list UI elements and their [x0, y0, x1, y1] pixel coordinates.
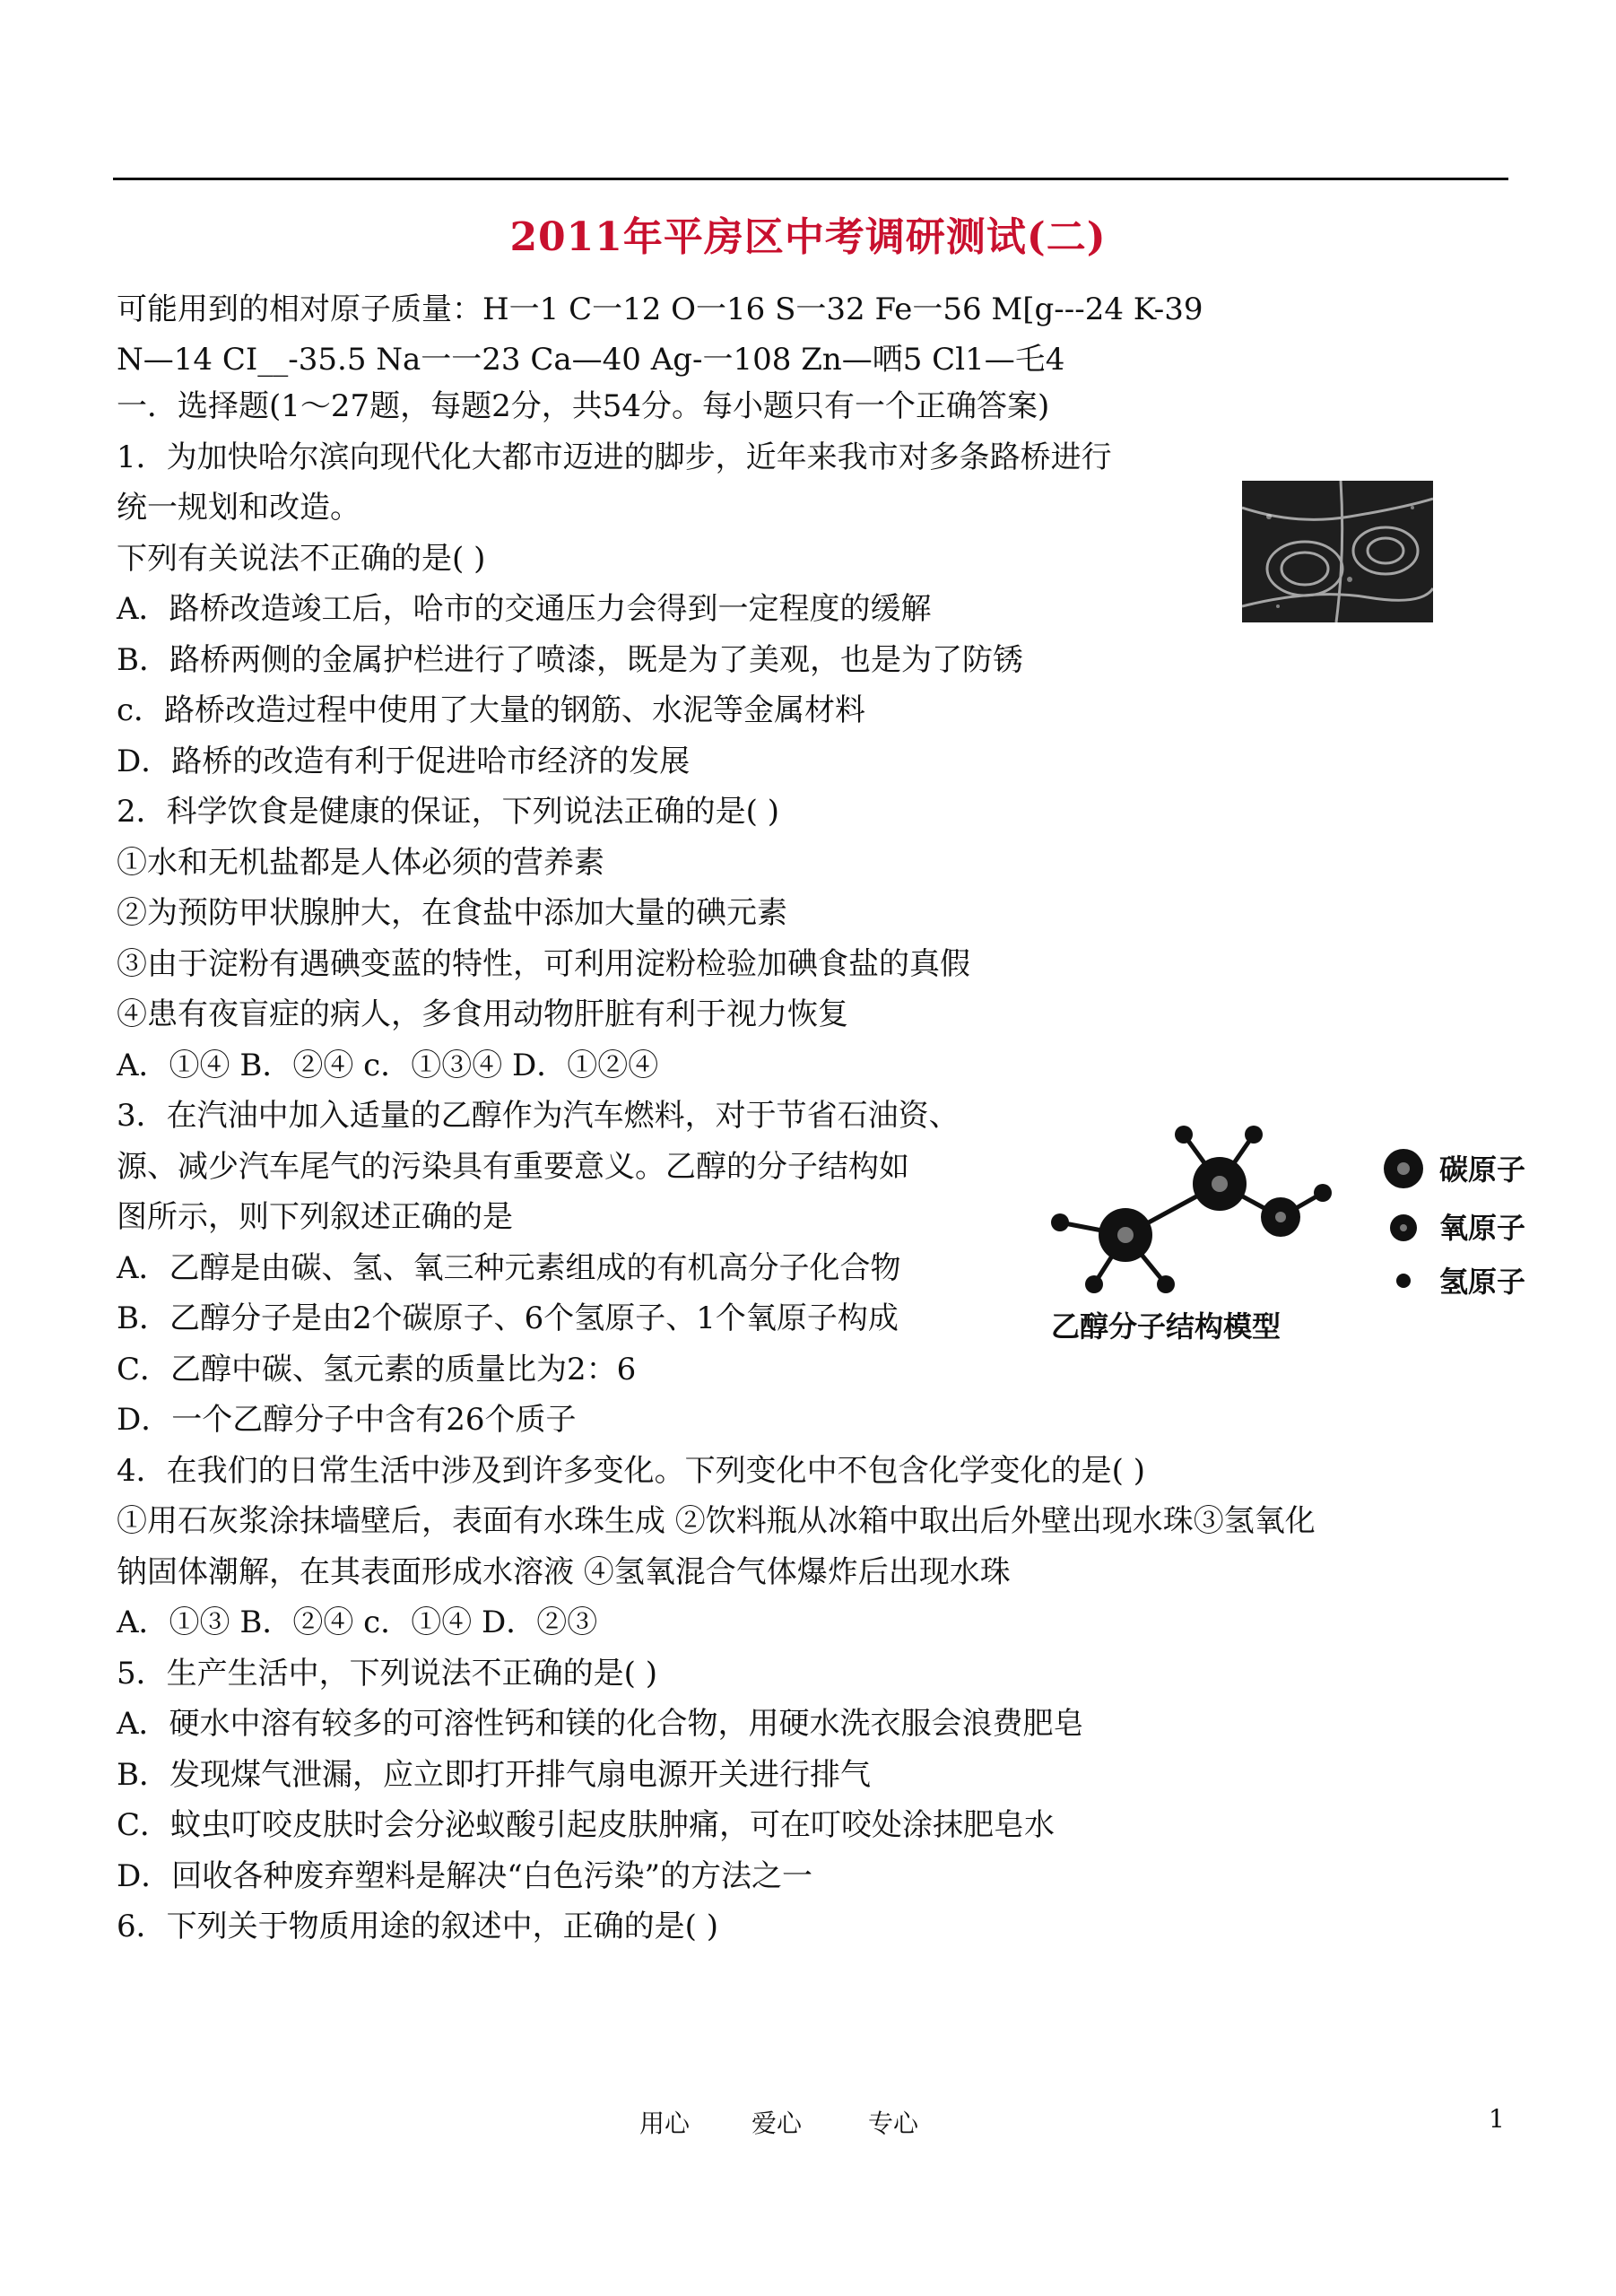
text-line: 可能用到的相对原子质量：H一1 C一12 O一16 S一32 Fe一56 M[g---24 K-39	[117, 291, 1203, 327]
header-rule	[113, 178, 1508, 180]
text-line: 源、减少汽车尾气的污染具有重要意义。乙醇的分子结构如	[117, 1149, 909, 1185]
hydrogen-atom	[1157, 1275, 1175, 1293]
text-line: ③由于淀粉有遇碘变蓝的特性，可利用淀粉检验加碘食盐的真假	[117, 946, 970, 982]
option-line: D．路桥的改造有利于促进哈市经济的发展	[117, 744, 691, 779]
option-line: B．路桥两侧的金属护栏进行了喷漆，既是为了美观，也是为了防锈	[117, 642, 1023, 678]
option-line: B．乙醇分子是由2个碳原子、6个氢原子、1个氧原子构成	[117, 1300, 899, 1336]
legend-hydrogen-label: 氢原子	[1439, 1265, 1525, 1299]
text-line: ②为预防甲状腺肿大，在食盐中添加大量的碘元素	[117, 895, 787, 931]
option-line: C．蚊虫叮咬皮肤时会分泌蚁酸引起皮肤肿痛，可在叮咬处涂抹肥皂水	[117, 1807, 1056, 1843]
road-interchange-photo	[1242, 481, 1433, 622]
text-line: 图所示，则下列叙述正确的是	[117, 1199, 513, 1235]
figure-caption: 乙醇分子结构模型	[1051, 1309, 1282, 1344]
text-line: ①用石灰浆涂抹墙壁后，表面有水珠生成 ②饮料瓶从冰箱中取出后外壁出现水珠③氢氧化	[117, 1503, 1316, 1539]
question-3: 3．在汽油中加入适量的乙醇作为汽车燃料，对于节省石油资、	[117, 1098, 960, 1134]
question-6: 6．下列关于物质用途的叙述中，正确的是( )	[117, 1909, 718, 1944]
question-2: 2．科学饮食是健康的保证，下列说法正确的是( )	[117, 794, 779, 830]
option-line: A．乙醇是由碳、氢、氧三种元素组成的有机高分子化合物	[117, 1250, 901, 1286]
option-line: D．一个乙醇分子中含有26个质子	[117, 1402, 577, 1438]
molecule-diagram	[1040, 1108, 1525, 1359]
option-line: A．硬水中溶有较多的可溶性钙和镁的化合物，用硬水洗衣服会浪费肥皂	[117, 1706, 1084, 1742]
hydrogen-atom	[1051, 1213, 1069, 1231]
hydrogen-atom	[1085, 1275, 1103, 1293]
option-line: A．路桥改造竣工后，哈市的交通压力会得到一定程度的缓解	[117, 591, 932, 627]
section-heading: 一．选择题(1～27题，每题2分，共54分。每小题只有一个正确答案)	[117, 388, 1050, 424]
option-line: D．回收各种废弃塑料是解决“白色污染”的方法之一	[117, 1858, 813, 1894]
text-line: 钠固体潮解，在其表面形成水溶液 ④氢氧混合气体爆炸后出现水珠	[117, 1554, 1011, 1590]
text-line: ①水和无机盐都是人体必须的营养素	[117, 845, 604, 881]
footer-slogan-2: 爱心	[752, 2109, 803, 2138]
page-number: 1	[1489, 2104, 1505, 2134]
question-1: 1．为加快哈尔滨向现代化大都市迈进的脚步，近年来我市对多条路桥进行	[117, 439, 1112, 475]
option-line: A．①④ B．②④ c．①③④ D．①②④	[117, 1048, 659, 1083]
option-line: A．①③ B．②④ c．①④ D．②③	[117, 1605, 598, 1640]
option-line: C．乙醇中碳、氢元素的质量比为2：6	[117, 1352, 637, 1387]
option-line: B．发现煤气泄漏，应立即打开排气扇电源开关进行排气	[117, 1757, 871, 1793]
hydrogen-atom	[1314, 1184, 1332, 1202]
footer-slogan-3: 专心	[868, 2109, 919, 2138]
hydrogen-atom	[1245, 1126, 1263, 1144]
legend-oxygen-label: 氧原子	[1439, 1211, 1525, 1245]
legend-hydrogen-icon	[1396, 1274, 1411, 1288]
legend-carbon-label: 碳原子	[1439, 1152, 1525, 1187]
question-4: 4．在我们的日常生活中涉及到许多变化。下列变化中不包含化学变化的是( )	[117, 1453, 1145, 1489]
text-line: 下列有关说法不正确的是( )	[117, 541, 486, 577]
footer-slogan-1: 用心	[639, 2109, 691, 2138]
page-title: 2011年平房区中考调研测试(二)	[509, 214, 1107, 260]
hydrogen-atom	[1175, 1126, 1193, 1144]
question-5: 5．生产生活中，下列说法不正确的是( )	[117, 1656, 657, 1692]
ethanol-molecule-figure	[1040, 1108, 1525, 1359]
option-line: c．路桥改造过程中使用了大量的钢筋、水泥等金属材料	[117, 692, 866, 728]
text-line: 统一规划和改造。	[117, 490, 361, 526]
text-line: N—14 CI__-35.5 Na一一23 Ca—40 Ag-一108 Zn—哂5 Cl1—乇4	[117, 342, 1065, 378]
text-line: ④患有夜盲症的病人，多食用动物肝脏有利于视力恢复	[117, 996, 848, 1032]
